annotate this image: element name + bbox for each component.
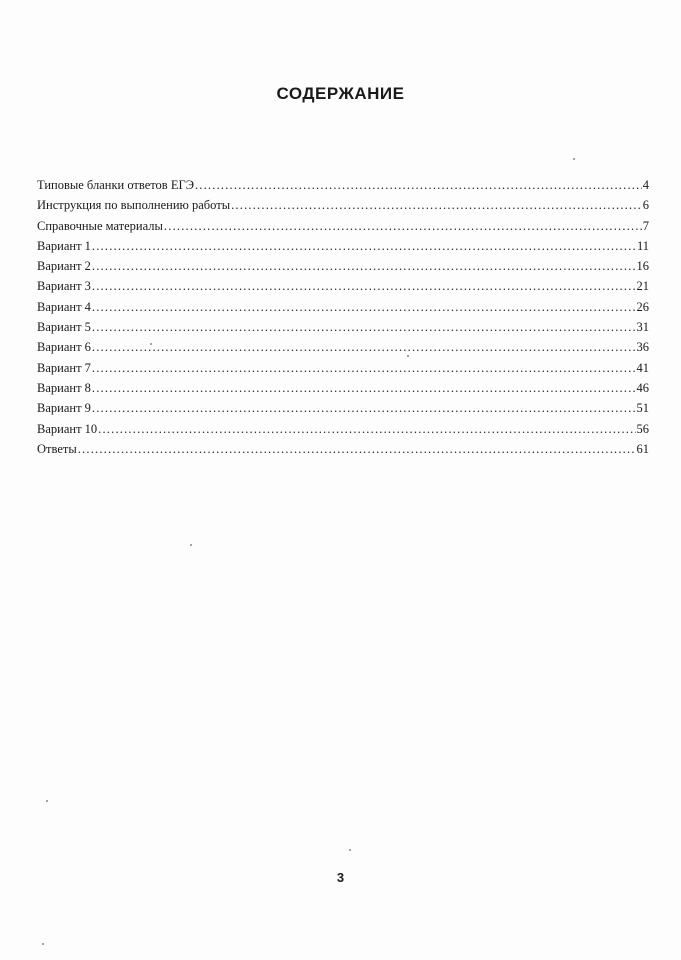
toc-dot-leader — [92, 317, 636, 337]
toc-entry-label: Вариант 7 — [37, 360, 91, 375]
table-of-contents — [37, 175, 649, 459]
toc-row[interactable] — [37, 439, 649, 459]
scan-speck — [407, 355, 409, 357]
toc-dot-leader — [92, 256, 636, 276]
toc-entry-page: 56 — [636, 421, 649, 436]
scan-speck — [150, 343, 152, 345]
toc-dot-leader — [78, 439, 636, 459]
toc-row[interactable] — [37, 358, 649, 378]
toc-dot-leader — [195, 175, 642, 195]
toc-entry-label: Вариант 9 — [37, 401, 91, 416]
toc-entry-page: 11 — [636, 238, 649, 253]
scan-speck — [46, 800, 48, 802]
toc-entry-page: 51 — [636, 401, 649, 416]
toc-entry-label: Вариант 4 — [37, 299, 91, 314]
toc-entry-label: Вариант 8 — [37, 380, 91, 395]
toc-dot-leader — [92, 358, 636, 378]
toc-dot-leader — [92, 378, 636, 398]
toc-row[interactable] — [37, 276, 649, 296]
toc-entry-page: 26 — [636, 299, 649, 314]
page-title: СОДЕРЖАНИЕ — [276, 84, 405, 103]
toc-dot-leader — [92, 276, 636, 296]
toc-row[interactable] — [37, 419, 649, 439]
scan-speck — [42, 943, 44, 945]
toc-entry-label: Ответы — [37, 441, 77, 456]
toc-entry-page: 36 — [636, 340, 649, 355]
toc-row[interactable] — [37, 317, 649, 337]
toc-entry-label: Вариант 1 — [37, 238, 91, 253]
toc-entry-label: Справочные материалы — [37, 218, 163, 233]
toc-row[interactable] — [37, 398, 649, 418]
toc-row[interactable] — [37, 236, 649, 256]
toc-dot-leader — [92, 337, 636, 357]
toc-entry-label: Типовые бланки ответов ЕГЭ — [37, 178, 194, 192]
toc-dot-leader — [92, 297, 636, 317]
toc-entry-label: Вариант 6 — [37, 340, 91, 355]
toc-entry-page: 31 — [636, 320, 649, 335]
toc-entry-label: Вариант 5 — [37, 320, 91, 335]
toc-row[interactable] — [37, 195, 649, 215]
toc-entry-page: 6 — [642, 198, 649, 213]
toc-entry-label: Инструкция по выполнению работы — [37, 198, 231, 213]
toc-dot-leader — [92, 236, 636, 256]
scan-speck — [190, 544, 192, 546]
toc-entry-label: Вариант 2 — [37, 259, 91, 274]
toc-row[interactable] — [37, 297, 649, 317]
toc-entry-page: 41 — [636, 360, 649, 375]
toc-dot-leader — [98, 419, 635, 439]
toc-entry-page: 4 — [642, 178, 649, 192]
toc-entry-page: 21 — [636, 279, 649, 294]
toc-entry-page: 16 — [636, 259, 649, 274]
toc-dot-leader — [92, 398, 636, 418]
toc-row[interactable] — [37, 378, 649, 398]
toc-entry-page: 61 — [636, 441, 649, 456]
toc-entry-label: Вариант 3 — [37, 279, 91, 294]
scan-speck — [349, 849, 351, 851]
toc-row[interactable] — [37, 256, 649, 276]
scan-speck — [573, 158, 575, 160]
toc-entry-page: 7 — [642, 218, 649, 233]
toc-dot-leader — [231, 195, 642, 215]
toc-row[interactable] — [37, 337, 649, 357]
toc-dot-leader — [164, 216, 642, 236]
toc-row[interactable] — [37, 175, 649, 195]
toc-entry-page: 46 — [636, 380, 649, 395]
toc-row[interactable] — [37, 216, 649, 236]
page-number: 3 — [336, 870, 345, 885]
toc-entry-label: Вариант 10 — [37, 421, 98, 436]
